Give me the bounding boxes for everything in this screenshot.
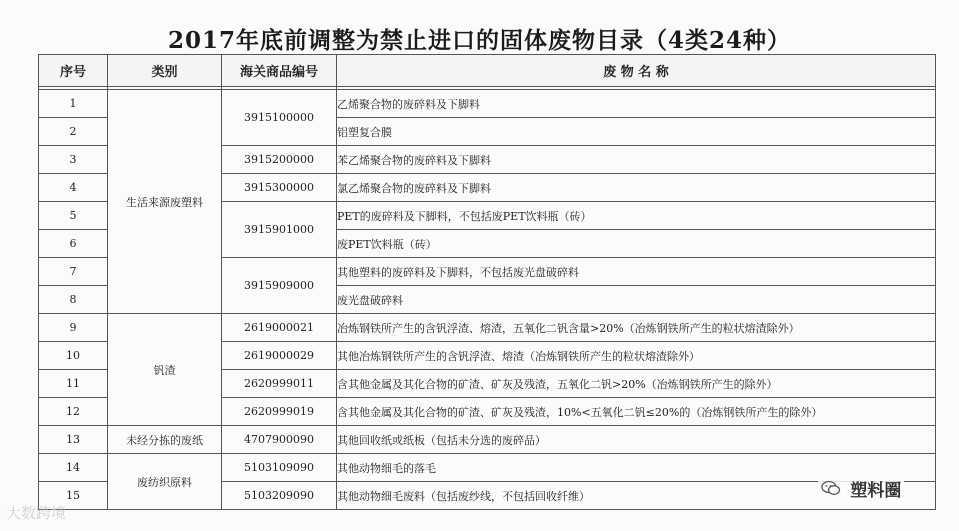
waste-name-cell: 含其他金属及其化合物的矿渣、矿灰及残渣，10%<五氧化二钒≤20%的（冶炼钢铁所产生的除外） bbox=[337, 398, 936, 426]
category-cell: 废纺织原料 bbox=[108, 454, 222, 510]
wechat-icon bbox=[821, 481, 846, 501]
watermark-left bbox=[6, 502, 66, 523]
row-number: 10 bbox=[39, 342, 108, 370]
customs-code-cell: 2619000021 bbox=[222, 314, 337, 342]
header-waste-name: 废 物 名 称 bbox=[337, 55, 936, 87]
waste-name-cell: 乙烯聚合物的废碎料及下脚料 bbox=[337, 90, 936, 118]
waste-name-cell: 其他动物细毛的落毛 bbox=[337, 454, 936, 482]
row-number: 14 bbox=[39, 454, 108, 482]
waste-name-cell: 苯乙烯聚合物的废碎料及下脚料 bbox=[337, 146, 936, 174]
table-row bbox=[39, 454, 936, 482]
table-row bbox=[39, 426, 936, 454]
waste-name-cell: 冶炼钢铁所产生的含钒浮渣、熔渣，五氧化二钒含量>20%（冶炼钢铁所产生的粒状熔渣除外） bbox=[337, 314, 936, 342]
row-number: 8 bbox=[39, 286, 108, 314]
customs-code-cell: 3915909000 bbox=[222, 258, 337, 314]
category-cell: 生活来源废塑料 bbox=[108, 90, 222, 314]
customs-code-cell: 5103209090 bbox=[222, 482, 337, 510]
row-number: 7 bbox=[39, 258, 108, 286]
table-row bbox=[39, 314, 936, 342]
customs-code-cell: 3915200000 bbox=[222, 146, 337, 174]
row-number: 4 bbox=[39, 174, 108, 202]
waste-name-cell: 其他动物细毛废料（包括废纱线，不包括回收纤维） bbox=[337, 482, 936, 510]
row-number: 2 bbox=[39, 118, 108, 146]
watermark-right-text: 塑料圈 bbox=[850, 481, 902, 501]
waste-name-cell: 其他塑料的废碎料及下脚料，不包括废光盘破碎料 bbox=[337, 258, 936, 286]
row-number: 11 bbox=[39, 370, 108, 398]
row-number: 3 bbox=[39, 146, 108, 174]
watermark-right bbox=[818, 476, 904, 501]
waste-name-cell: 废光盘破碎料 bbox=[337, 286, 936, 314]
customs-code-cell: 3915901000 bbox=[222, 202, 337, 258]
waste-catalog-table bbox=[38, 54, 936, 510]
header-customs-code: 海关商品编号 bbox=[222, 55, 337, 87]
waste-name-cell: 废PET饮料瓶（砖） bbox=[337, 230, 936, 258]
watermark-left-text: 大数跨境 bbox=[6, 504, 67, 522]
document-title: 2017年底前调整为禁止进口的固体废物目录（4类24种） bbox=[167, 27, 792, 54]
customs-code-cell: 4707900090 bbox=[222, 426, 337, 454]
row-number: 15 bbox=[39, 482, 108, 510]
row-number: 6 bbox=[39, 230, 108, 258]
header-category: 类别 bbox=[108, 55, 222, 87]
waste-name-cell: 铝塑复合膜 bbox=[337, 118, 936, 146]
customs-code-cell: 2620999019 bbox=[222, 398, 337, 426]
waste-name-cell: 其他冶炼钢铁所产生的含钒浮渣、熔渣（冶炼钢铁所产生的粒状熔渣除外） bbox=[337, 342, 936, 370]
customs-code-cell: 2619000029 bbox=[222, 342, 337, 370]
row-number: 9 bbox=[39, 314, 108, 342]
customs-code-cell: 5103109090 bbox=[222, 454, 337, 482]
customs-code-cell: 3915100000 bbox=[222, 90, 337, 146]
header-serial: 序号 bbox=[39, 55, 108, 87]
row-number: 5 bbox=[39, 202, 108, 230]
row-number: 12 bbox=[39, 398, 108, 426]
row-number: 13 bbox=[39, 426, 108, 454]
waste-name-cell: 氯乙烯聚合物的废碎料及下脚料 bbox=[337, 174, 936, 202]
row-number: 1 bbox=[39, 90, 108, 118]
table-header-row bbox=[39, 55, 936, 87]
table-row bbox=[39, 90, 936, 118]
customs-code-cell: 3915300000 bbox=[222, 174, 337, 202]
waste-name-cell: PET的废碎料及下脚料，不包括废PET饮料瓶（砖） bbox=[337, 202, 936, 230]
category-cell: 未经分拣的废纸 bbox=[108, 426, 222, 454]
waste-name-cell: 其他回收纸或纸板（包括未分选的废碎品） bbox=[337, 426, 936, 454]
customs-code-cell: 2620999011 bbox=[222, 370, 337, 398]
waste-name-cell: 含其他金属及其化合物的矿渣、矿灰及残渣，五氧化二钒>20%（冶炼钢铁所产生的除外） bbox=[337, 370, 936, 398]
category-cell: 钒渣 bbox=[108, 314, 222, 426]
